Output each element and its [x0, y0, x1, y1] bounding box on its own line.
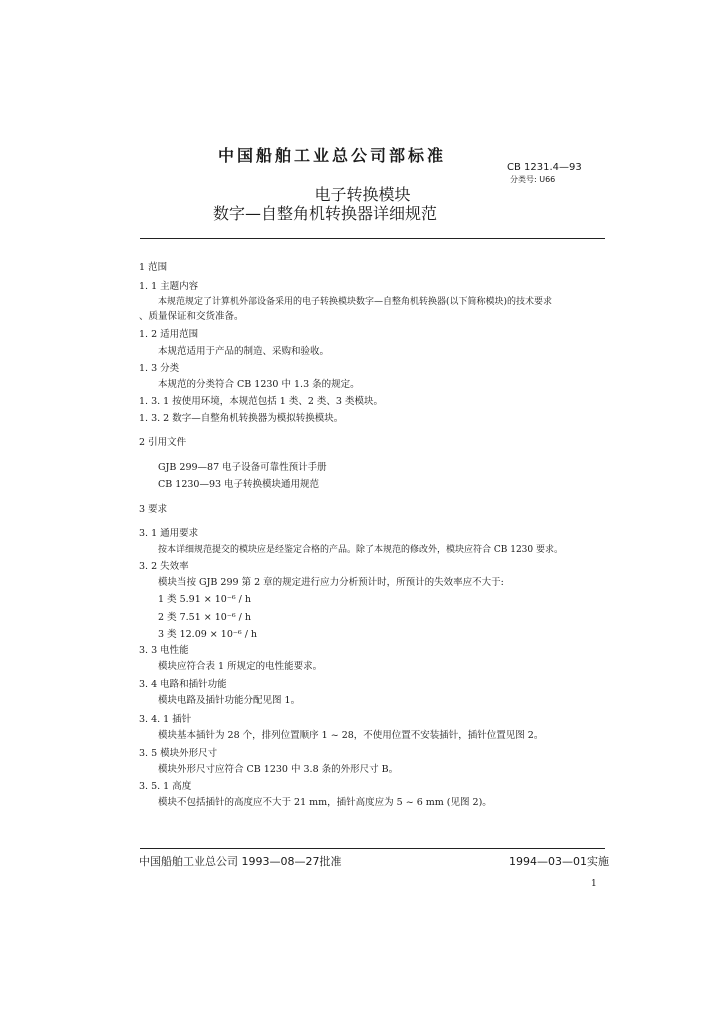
- subsection-heading: 3. 5 模块外形尺寸: [139, 748, 218, 759]
- failure-rate-item: 2 类 7.51 × 10⁻⁶ / h: [158, 612, 252, 623]
- clause: 1. 3. 2 数字—自整角机转换器为模拟转换模块。: [139, 413, 344, 424]
- subsection-heading: 3. 2 失效率: [139, 561, 189, 572]
- paragraph: 模块电路及插针功能分配见图 1。: [158, 695, 301, 706]
- failure-rate-item: 1 类 5.91 × 10⁻⁶ / h: [158, 594, 252, 605]
- classification-number: 分类号: U66: [510, 175, 556, 184]
- paragraph: 模块不包括插针的高度应不大于 21 mm，插针高度应为 5 ~ 6 mm (见图 2)。: [158, 797, 492, 808]
- effective-date: 1994—03—01实施: [509, 855, 609, 868]
- reference-item: CB 1230—93 电子转换模块通用规范: [158, 479, 320, 490]
- paragraph: 模块当按 GJB 299 第 2 章的规定进行应力分析预计时，所预计的失效率应不大于:: [158, 577, 504, 588]
- paragraph: 本规范的分类符合 CB 1230 中 1.3 条的规定。: [158, 379, 360, 390]
- issuing-organization: 中国船舶工业总公司部标准: [218, 146, 447, 165]
- page-number: 1: [591, 879, 597, 889]
- subsection-heading: 3. 3 电性能: [139, 645, 189, 656]
- section-heading: 2 引用文件: [139, 437, 187, 448]
- paragraph: 本规范适用于产品的制造、采购和验收。: [158, 346, 330, 357]
- paragraph: 模块应符合表 1 所规定的电性能要求。: [158, 661, 323, 672]
- subsection-heading: 3. 1 通用要求: [139, 528, 199, 539]
- clause: 1. 3. 1 按使用环境，本规范包括 1 类、2 类、3 类模块。: [139, 396, 383, 407]
- subsection-heading: 1. 1 主题内容: [139, 281, 199, 292]
- paragraph: 模块外形尺寸应符合 CB 1230 中 3.8 条的外形尺寸 B。: [158, 764, 399, 775]
- paragraph: 按本详细规范提交的模块应是经鉴定合格的产品。除了本规范的修改外，模块应符合 CB 1230 要求。: [158, 545, 563, 555]
- clause: 3. 5. 1 高度: [139, 781, 192, 792]
- section-heading: 1 范围: [139, 262, 168, 273]
- standard-code: CB 1231.4—93: [507, 162, 582, 173]
- subsection-heading: 1. 3 分类: [139, 363, 180, 374]
- paragraph: 模块基本插针为 28 个，排列位置顺序 1 ~ 28，不使用位置不安装插针，插针位置见图 2。: [158, 730, 544, 741]
- footer-rule: [140, 848, 605, 849]
- paragraph: 本规范规定了计算机外部设备采用的电子转换模块数字—自整角机转换器(以下简称模块)的技术要求: [158, 297, 553, 307]
- header-rule: [140, 238, 605, 239]
- subsection-heading: 3. 4 电路和插针功能: [139, 679, 227, 690]
- paragraph: 、质量保证和交货准备。: [139, 311, 244, 322]
- reference-item: GJB 299—87 电子设备可靠性预计手册: [158, 462, 327, 473]
- clause: 3. 4. 1 插针: [139, 714, 192, 725]
- document-title: 电子转换模块: [314, 185, 411, 204]
- approval-date: 中国船舶工业总公司 1993—08—27批准: [139, 855, 342, 868]
- failure-rate-item: 3 类 12.09 × 10⁻⁶ / h: [158, 629, 258, 640]
- subsection-heading: 1. 2 适用范围: [139, 329, 199, 340]
- section-heading: 3 要求: [139, 504, 168, 515]
- document-subtitle: 数字—自整角机转换器详细规范: [213, 204, 438, 223]
